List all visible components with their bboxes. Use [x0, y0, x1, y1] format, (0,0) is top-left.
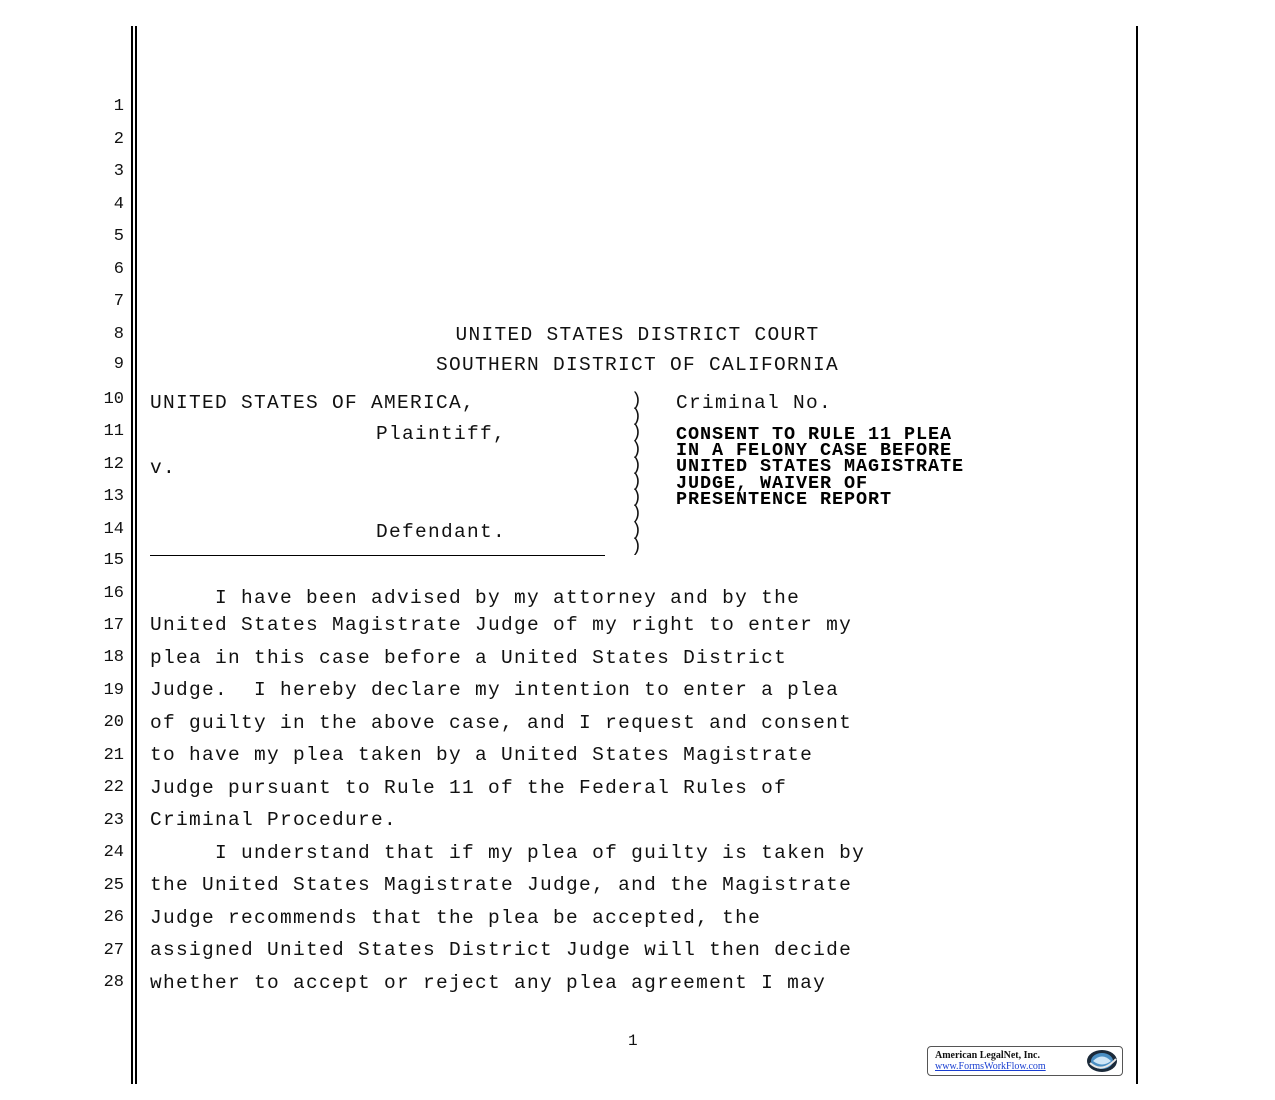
criminal-number-label: Criminal No.: [676, 392, 833, 414]
body-line: Judge. I hereby declare my intention to enter a plea: [150, 679, 840, 701]
right-margin-rule: [1136, 26, 1138, 1084]
line-number: 15: [103, 551, 124, 570]
body-line: of guilty in the above case, and I request and consent: [150, 712, 853, 734]
court-district: SOUTHERN DISTRICT OF CALIFORNIA: [435, 354, 840, 376]
defendant-role: Defendant.: [376, 521, 507, 543]
badge-company-name: American LegalNet, Inc.: [935, 1050, 1040, 1061]
line-number: 9: [113, 355, 124, 374]
line-number: 27: [103, 941, 124, 960]
line-number: 3: [113, 162, 124, 181]
line-number: 25: [103, 876, 124, 895]
body-line: assigned United States District Judge will then decide: [150, 939, 853, 961]
left-margin-rule-outer: [131, 26, 133, 1084]
line-number: 22: [103, 778, 124, 797]
line-number: 28: [103, 973, 124, 992]
body-line: United States Magistrate Judge of my right to enter my: [150, 614, 853, 636]
line-number: 4: [113, 195, 124, 214]
body-line: plea in this case before a United States District: [150, 647, 788, 669]
caption-underline: [150, 555, 605, 556]
legalnet-badge[interactable]: [927, 1046, 1123, 1076]
body-line: Judge pursuant to Rule 11 of the Federal Rules of: [150, 777, 788, 799]
line-number: 5: [113, 227, 124, 246]
line-number: 1: [113, 97, 124, 116]
caption-parentheses: ) ) ) ) ) ) ) ) ) ): [631, 391, 642, 557]
line-number: 21: [103, 746, 124, 765]
line-number: 24: [103, 843, 124, 862]
line-number: 18: [103, 648, 124, 667]
badge-url-link[interactable]: www.FormsWorkFlow.com: [935, 1061, 1046, 1072]
line-number: 12: [103, 455, 124, 474]
document-title: CONSENT TO RULE 11 PLEA IN A FELONY CASE BEFORE UNITED STATES MAGISTRATE JUDGE, WAIVER OF PRESENTENCE REPORT: [676, 424, 965, 510]
body-line: whether to accept or reject any plea agreement I may: [150, 972, 827, 994]
versus-label: v.: [150, 457, 177, 479]
line-number: 8: [113, 325, 124, 344]
line-number: 14: [103, 520, 124, 539]
body-line: I understand that if my plea of guilty is taken by: [150, 842, 866, 864]
body-line: the United States Magistrate Judge, and the Magistrate: [150, 874, 853, 896]
line-number: 2: [113, 130, 124, 149]
line-number: 13: [103, 487, 124, 506]
line-number: 17: [103, 616, 124, 635]
body-line: I have been advised by my attorney and by the: [150, 587, 801, 609]
body-line: Criminal Procedure.: [150, 809, 398, 831]
plaintiff-name: UNITED STATES OF AMERICA,: [150, 392, 476, 414]
line-number: 20: [103, 713, 124, 732]
line-number: 7: [113, 292, 124, 311]
line-number: 19: [103, 681, 124, 700]
line-number: 6: [113, 260, 124, 279]
globe-logo-icon: [1085, 1048, 1119, 1074]
body-line: to have my plea taken by a United States Magistrate: [150, 744, 814, 766]
line-number: 23: [103, 811, 124, 830]
left-margin-rule-inner: [135, 26, 137, 1084]
line-number: 26: [103, 908, 124, 927]
court-name: UNITED STATES DISTRICT COURT: [455, 324, 820, 346]
page-number: 1: [628, 1032, 638, 1050]
line-number: 10: [103, 390, 124, 409]
plaintiff-role: Plaintiff,: [376, 423, 507, 445]
line-number: 11: [103, 422, 124, 441]
body-line: Judge recommends that the plea be accepted, the: [150, 907, 762, 929]
line-number: 16: [103, 584, 124, 603]
